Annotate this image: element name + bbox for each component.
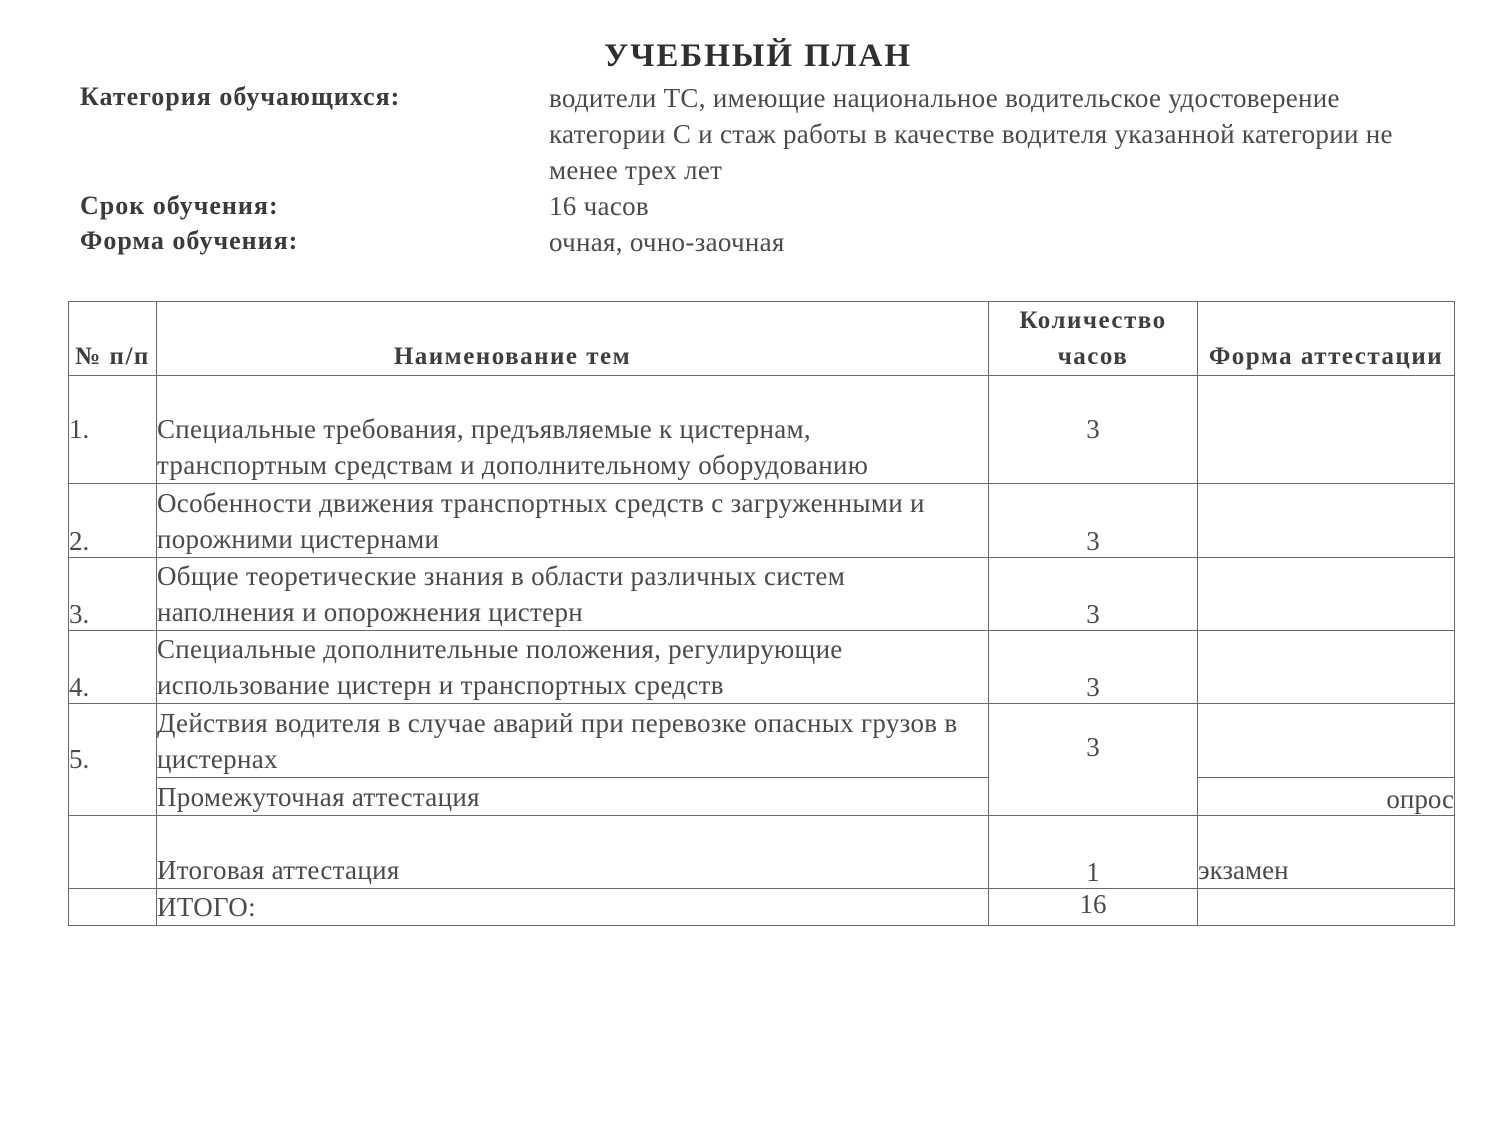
final-hours: 1: [989, 816, 1198, 889]
final-topic: Итоговая аттестация: [157, 816, 989, 889]
row-topic: Особенности движения транспортных средств с загруженными и порожними цистернами: [157, 484, 989, 558]
table-row-final: [69, 816, 1455, 889]
duration-value: 16 часов: [549, 191, 649, 221]
row-hours: 3: [989, 376, 1198, 484]
row-hours: 3: [989, 558, 1198, 631]
table-row-total: [69, 889, 1455, 926]
intermediate-topic: Промежуточная аттестация: [157, 778, 989, 816]
category-value: водители ТС, имеющие национальное водительское удостоверение категории С и стаж работы в качестве водителя указанной категории не менее трех лет: [549, 83, 1393, 185]
row-form: [1198, 558, 1455, 631]
total-hours: 16: [989, 889, 1198, 926]
category-label: Категория обучающихся:: [80, 82, 401, 111]
row-topic: Специальные требования, предъявляемые к цистернам, транспортным средствам и дополнительному оборудованию: [157, 376, 989, 484]
row-hours: 3: [989, 484, 1198, 558]
row-num: 1.: [69, 376, 157, 484]
table-row-intermediate: [69, 778, 1455, 816]
form-value: очная, очно-заочная: [549, 227, 785, 257]
table-row: [69, 484, 1455, 558]
total-label: ИТОГО:: [157, 889, 989, 926]
table-row: [69, 704, 1455, 778]
row-form: [1198, 376, 1455, 484]
page-title: УЧЕБНЫЙ ПЛАН: [603, 38, 912, 74]
row-hours: 3: [989, 704, 1198, 816]
duration-label: Срок обучения:: [80, 191, 279, 220]
row-num: 4.: [69, 631, 157, 704]
row-form: [1198, 484, 1455, 558]
row-num: 5.: [69, 704, 157, 816]
table-row: [69, 631, 1455, 704]
header-name: Наименование тем: [157, 302, 989, 376]
row-form: [1198, 631, 1455, 704]
header-form: Форма аттестации: [1198, 302, 1455, 376]
total-num: [69, 889, 157, 926]
row-hours: 3: [989, 631, 1198, 704]
curriculum-table: [68, 301, 1455, 926]
row-form: [1198, 704, 1455, 778]
table-row: [69, 376, 1455, 484]
row-topic: Действия водителя в случае аварий при перевозке опасных грузов в цистернах: [157, 704, 989, 778]
total-form: [1198, 889, 1455, 926]
final-num: [69, 816, 157, 889]
table-header-row: [69, 302, 1455, 376]
header-hours: Количество часов: [989, 302, 1198, 376]
table-row: [69, 558, 1455, 631]
form-label: Форма обучения:: [80, 226, 299, 255]
intermediate-form: опрос: [1198, 778, 1455, 816]
header-num: № п/п: [69, 302, 157, 376]
row-num: 2.: [69, 484, 157, 558]
final-form: экзамен: [1198, 816, 1455, 889]
row-topic: Общие теоретические знания в области различных систем наполнения и опорожнения цистерн: [157, 558, 989, 631]
row-topic: Специальные дополнительные положения, регулирующие использование цистерн и транспортных средств: [157, 631, 989, 704]
row-num: 3.: [69, 558, 157, 631]
